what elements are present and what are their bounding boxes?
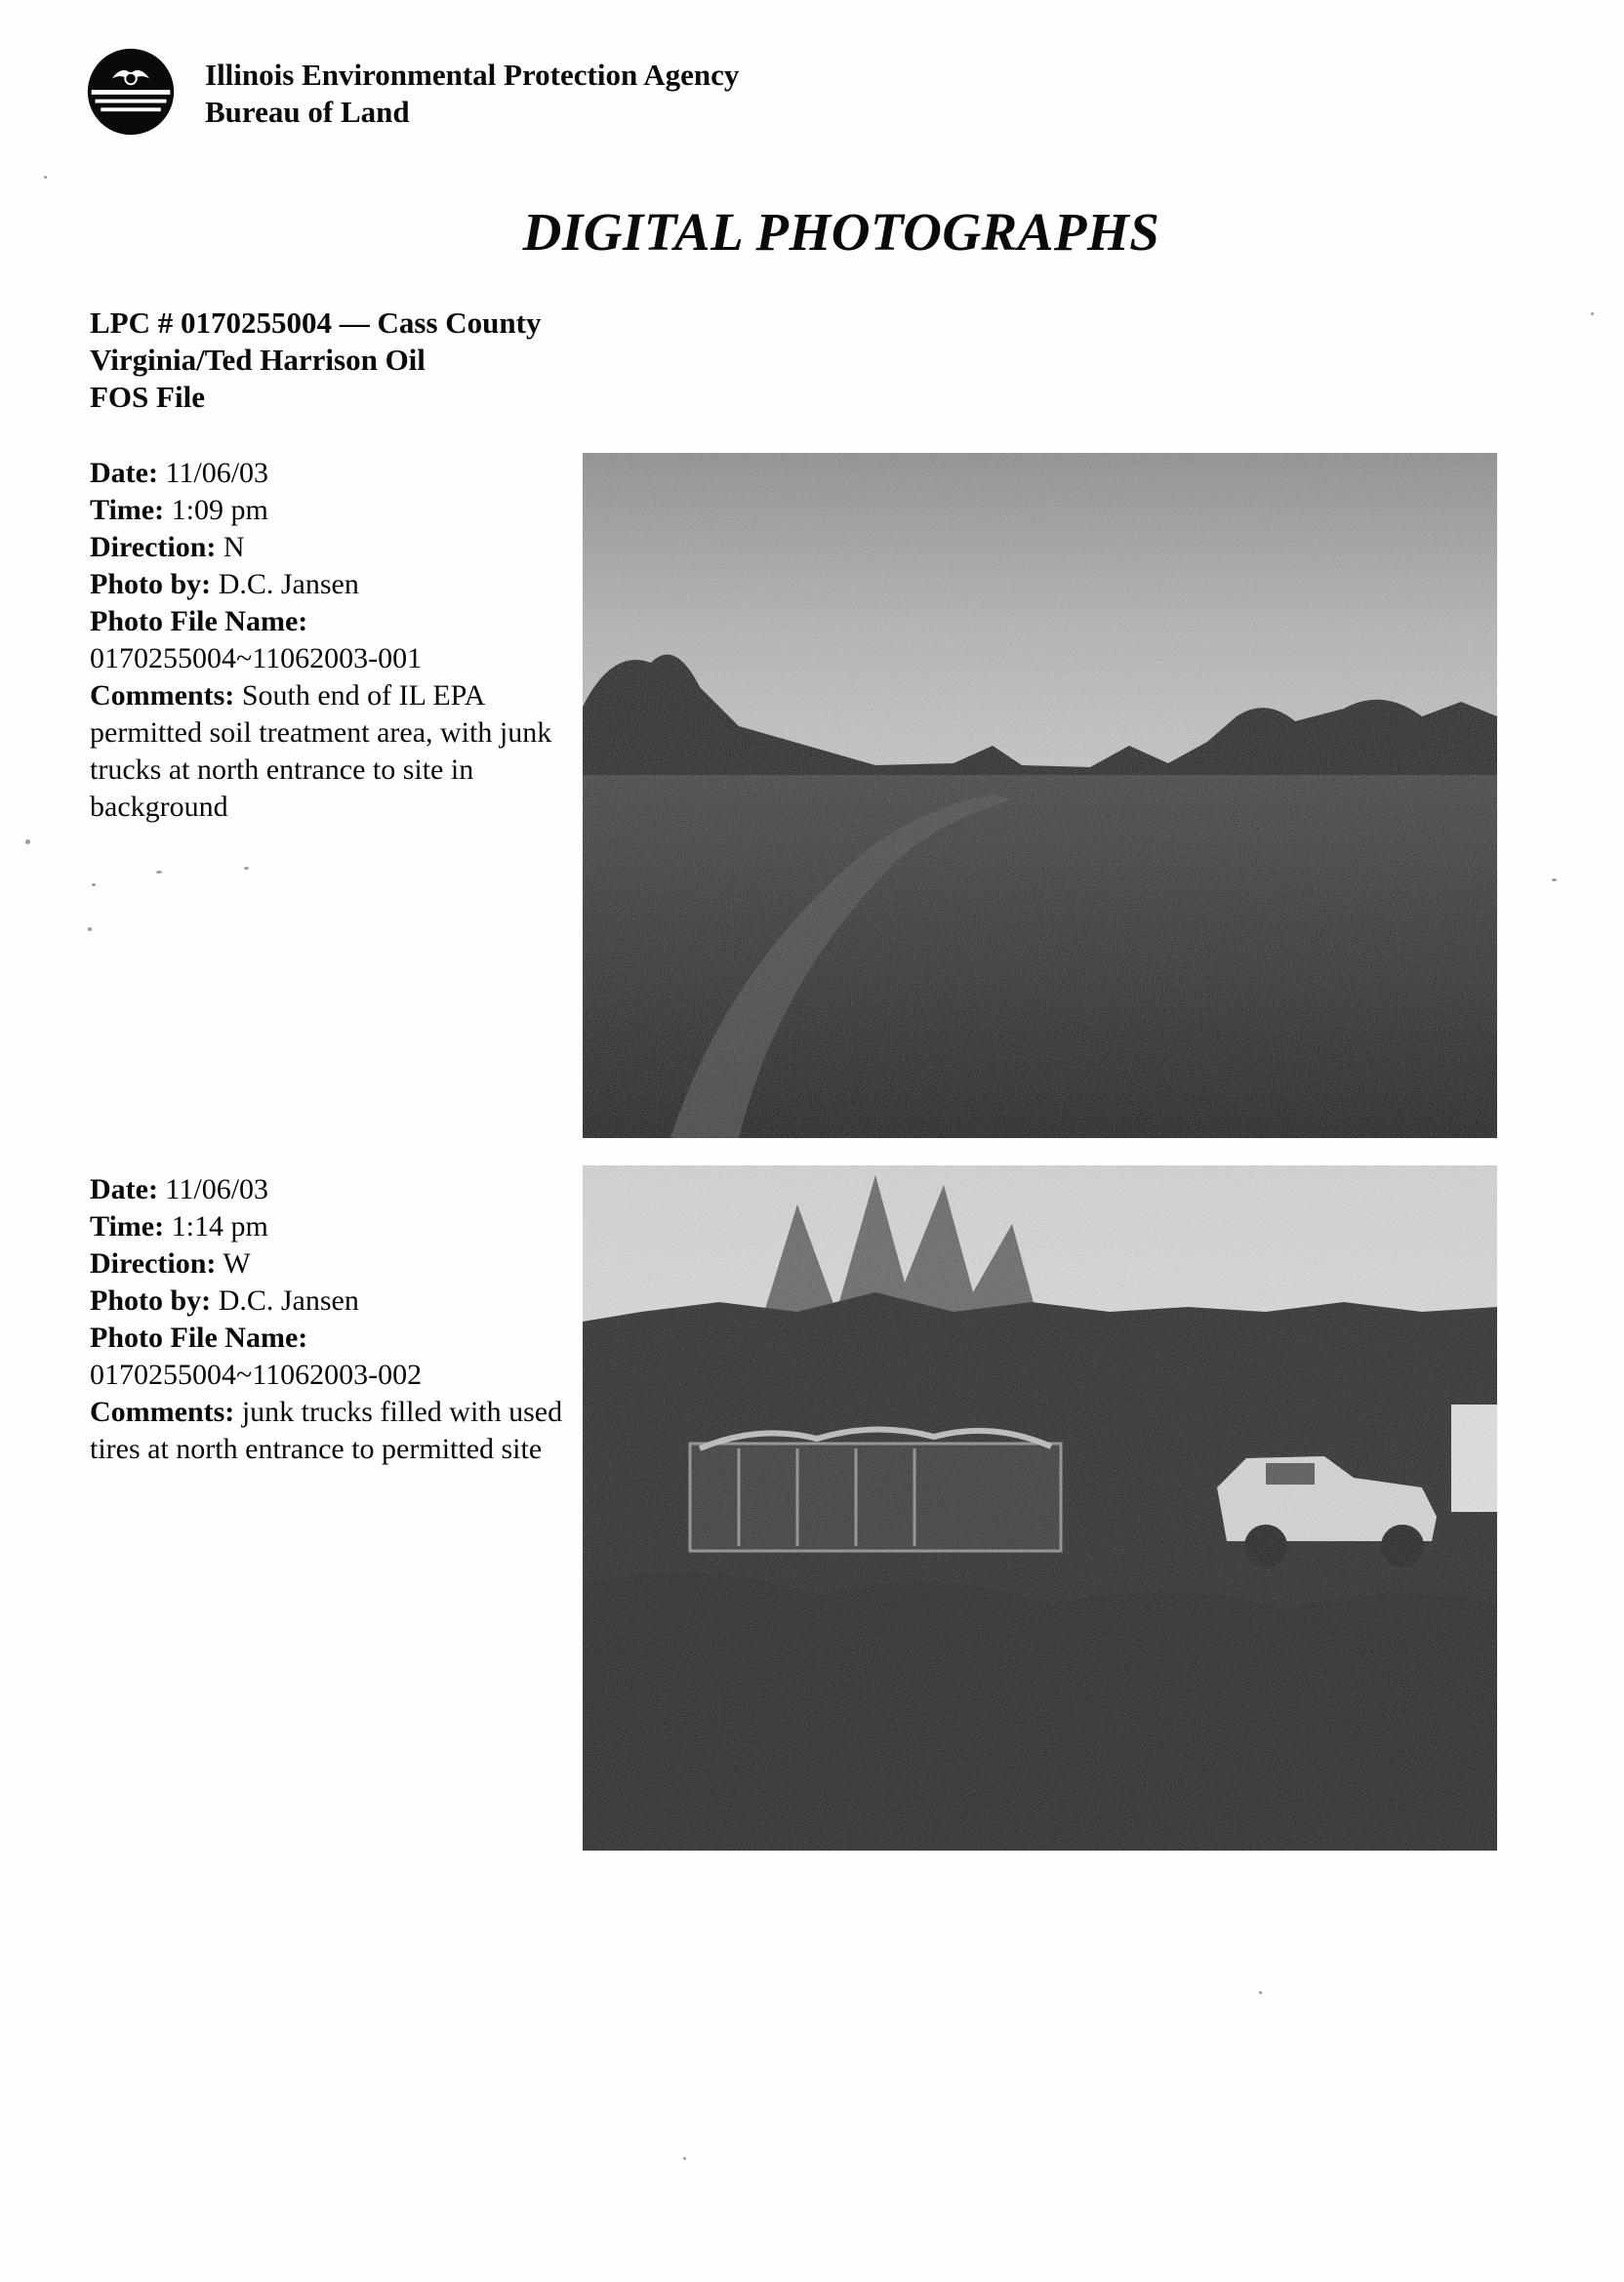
photo-by-value: D.C. Jansen — [218, 568, 359, 600]
scan-speck — [25, 839, 30, 844]
scan-speck — [156, 871, 162, 874]
date-label: Date: — [90, 457, 158, 489]
photo-by-label: Photo by: — [90, 568, 212, 600]
scan-speck — [92, 883, 96, 886]
direction-value: W — [223, 1247, 251, 1280]
photo-entry-1-text — [90, 455, 578, 826]
photo-by-value: D.C. Jansen — [218, 1284, 359, 1317]
photo-file-name-label: Photo File Name: — [90, 1322, 308, 1354]
photo-by-row — [90, 1283, 578, 1320]
photo-file-name-value: 0170255004~11062003-002 — [90, 1359, 423, 1391]
comments-row — [90, 677, 578, 826]
comments-label: Comments: — [90, 1396, 235, 1428]
time-row — [90, 492, 578, 529]
agency-name: Illinois Environmental Protection Agency — [205, 58, 740, 92]
agency-block — [205, 57, 739, 131]
scan-speck — [44, 176, 47, 179]
site-name-line: Virginia/Ted Harrison Oil — [90, 343, 426, 377]
letterhead — [84, 43, 826, 137]
date-row — [90, 1171, 578, 1208]
comments-value: South end of IL EPA permitted soil treatment area, with junk trucks at north entrance to site in background — [90, 679, 552, 823]
direction-row — [90, 1245, 578, 1283]
scan-speck — [244, 867, 249, 870]
photo-by-label: Photo by: — [90, 1284, 212, 1317]
time-row — [90, 1208, 578, 1245]
photo-entry-2-text — [90, 1171, 578, 1468]
direction-label: Direction: — [90, 1247, 217, 1280]
comments-row — [90, 1394, 578, 1468]
time-label: Time: — [90, 1210, 165, 1243]
date-row — [90, 455, 578, 492]
site-file-line: FOS File — [90, 380, 205, 414]
direction-value: N — [223, 531, 245, 563]
illinois-epa-seal-icon — [84, 45, 178, 139]
site-photo-1 — [583, 453, 1497, 1138]
scan-speck — [1591, 312, 1594, 315]
photo-file-name-label: Photo File Name: — [90, 605, 308, 637]
comments-label: Comments: — [90, 679, 235, 712]
date-value: 11/06/03 — [165, 1173, 269, 1205]
comments-value: junk trucks filled with used tires at north entrance to permitted site — [90, 1396, 563, 1465]
time-value: 1:09 pm — [171, 494, 268, 526]
date-value: 11/06/03 — [165, 457, 269, 489]
time-label: Time: — [90, 494, 165, 526]
scan-speck — [1552, 878, 1557, 881]
direction-row — [90, 529, 578, 566]
site-lpc-line: LPC # 0170255004 — Cass County — [90, 306, 542, 340]
site-photo-2 — [583, 1165, 1497, 1851]
scan-speck — [683, 2157, 686, 2160]
scan-speck — [1259, 1991, 1262, 1994]
scan-speck — [88, 927, 92, 931]
direction-label: Direction: — [90, 531, 217, 563]
site-info — [90, 305, 541, 416]
document-title: DIGITAL PHOTOGRAPHS — [522, 202, 1160, 262]
date-label: Date: — [90, 1173, 158, 1205]
bureau-name: Bureau of Land — [205, 95, 410, 129]
time-value: 1:14 pm — [171, 1210, 268, 1243]
photo-file-name-value: 0170255004~11062003-001 — [90, 642, 423, 674]
photo-by-row — [90, 566, 578, 603]
